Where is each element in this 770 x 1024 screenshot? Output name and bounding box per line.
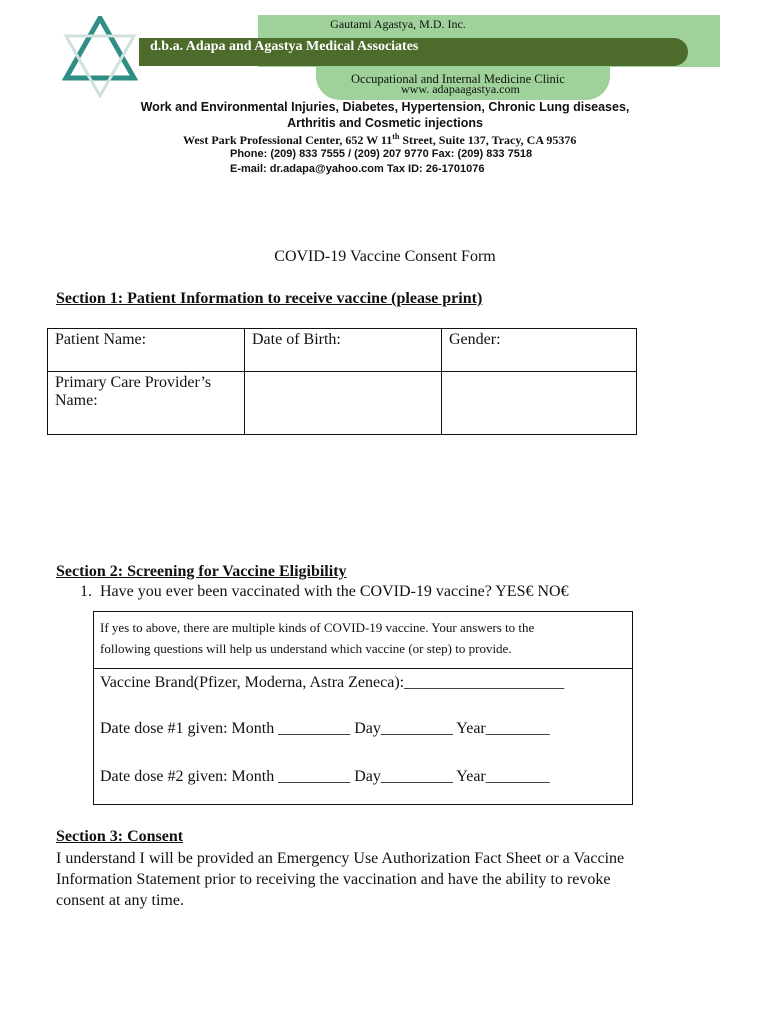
- address-sup: th: [392, 132, 400, 141]
- section-1-heading: Section 1: Patient Information to receive vaccine (please print): [56, 290, 483, 307]
- star-of-david-logo-icon: [62, 16, 138, 98]
- consent-line-3: consent at any time.: [56, 892, 184, 909]
- patient-name-label: Patient Name:: [55, 331, 147, 348]
- dob-cell[interactable]: [245, 329, 442, 372]
- form-title: COVID-19 Vaccine Consent Form: [274, 248, 496, 265]
- vaccine-note: [100, 617, 620, 659]
- note-line-2: following questions will help us understand which vaccine (or step) to provide.: [100, 641, 512, 656]
- blank-field[interactable]: [442, 372, 637, 435]
- company-name: Gautami Agastya, M.D. Inc.: [330, 17, 466, 31]
- patient-name-cell[interactable]: [48, 329, 245, 372]
- dba-name: d.b.a. Adapa and Agastya Medical Associates: [150, 39, 419, 54]
- consent-line-1: I understand I will be provided an Emergency Use Authorization Fact Sheet or a Vaccine: [56, 850, 625, 867]
- website-link[interactable]: www. adapaagastya.com: [401, 82, 520, 96]
- pcp-label-line-1: Primary Care Provider’s: [55, 374, 212, 391]
- pcp-label-line-2: Name:: [55, 392, 98, 409]
- pcp-label-cell: [48, 372, 245, 435]
- address-text-end: Street, Suite 137, Tracy, CA 95376: [399, 133, 577, 147]
- note-line-1: If yes to above, there are multiple kinds of COVID-19 vaccine. Your answers to the: [100, 620, 535, 635]
- gender-label: Gender:: [449, 331, 501, 348]
- dose-1-date-field[interactable]: Date dose #1 given: Month _________ Day_________ Year________: [100, 720, 550, 737]
- consent-text: [56, 848, 706, 911]
- clinic-address: [183, 132, 576, 148]
- email-tax-id: E-mail: dr.adapa@yahoo.com Tax ID: 26-1701076: [230, 163, 485, 175]
- question-1[interactable]: 1. Have you ever been vaccinated with the COVID-19 vaccine? YES€ NO€: [80, 583, 569, 600]
- section-3-heading: Section 3: Consent: [56, 828, 184, 845]
- dob-label: Date of Birth:: [252, 331, 341, 348]
- pcp-name-field[interactable]: [245, 372, 442, 435]
- gender-cell[interactable]: [442, 329, 637, 372]
- services-line-2: Arthritis and Cosmetic injections: [287, 116, 483, 130]
- clinic-type: Occupational and Internal Medicine Clinic: [351, 72, 565, 86]
- consent-line-2: Information Statement prior to receiving the vaccination and have the ability to revoke: [56, 871, 611, 888]
- vaccine-brand-field[interactable]: Vaccine Brand(Pfizer, Moderna, Astra Zeneca):____________________: [100, 674, 565, 691]
- box-divider: [93, 668, 633, 669]
- patient-info-table: [47, 328, 637, 435]
- section-2-heading: Section 2: Screening for Vaccine Eligibility: [56, 563, 347, 580]
- dose-2-date-field[interactable]: Date dose #2 given: Month _________ Day_________ Year________: [100, 768, 550, 785]
- services-line-1: Work and Environmental Injuries, Diabetes, Hypertension, Chronic Lung diseases,: [140, 100, 630, 114]
- phone-fax: Phone: (209) 833 7555 / (209) 207 9770 Fax: (209) 833 7518: [230, 148, 533, 160]
- address-text: West Park Professional Center, 652 W 11: [183, 133, 393, 147]
